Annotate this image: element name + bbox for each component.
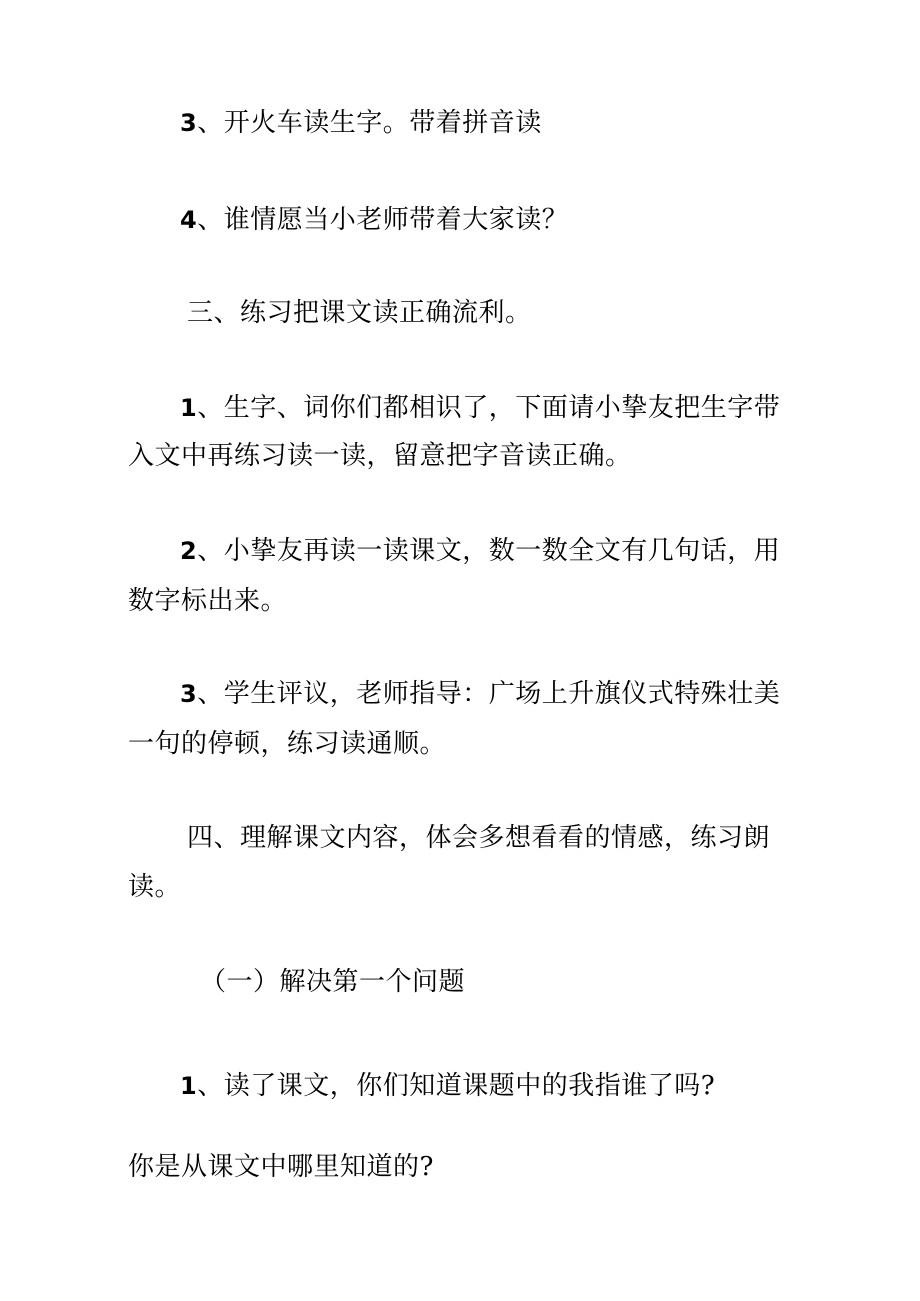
heading-text: 读。 [128, 872, 182, 902]
paragraph-text: 、生字、词你们都相识了，下面请小挚友把生字带 [197, 393, 781, 423]
step-number: 3 [180, 680, 198, 708]
heading-text: 四、理解课文内容，体会多想看看的情感，练习朗 [187, 823, 771, 853]
step-number: 2 [180, 537, 198, 565]
paragraph-step-3-evaluate-line2 [128, 719, 920, 769]
section-heading-4-line2 [128, 862, 920, 912]
paragraph-step-2-line1 [180, 526, 920, 576]
paragraph-text: 一句的停顿，练习读通顺。 [128, 729, 447, 759]
subsection-heading-1 [200, 957, 920, 1007]
paragraph-text: 、开火车读生字。带着拼音读 [197, 108, 542, 138]
paragraph-step-3-train [180, 98, 920, 148]
step-number: 4 [180, 206, 198, 234]
paragraph-text: 、读了课文，你们知道课题中的我指谁了吗? [197, 1071, 716, 1101]
paragraph-text: 数字标出来。 [128, 586, 288, 616]
paragraph-step-4-teacher [180, 195, 920, 245]
section-heading-3 [187, 288, 920, 338]
paragraph-text: 入文中再练习读一读，留意把字音读正确。 [128, 441, 632, 471]
step-number: 1 [180, 394, 198, 422]
paragraph-step-2-line2 [128, 576, 920, 626]
heading-text: （一）解决第一个问题 [200, 967, 466, 997]
paragraph-step-1-line2 [128, 431, 920, 481]
step-number: 3 [180, 109, 198, 137]
paragraph-text: 、谁情愿当小老师带着大家读？ [197, 205, 569, 235]
paragraph-step-3-evaluate-line1 [180, 669, 920, 719]
paragraph-text: 、小挚友再读一读课文，数一数全文有几句话，用 [197, 536, 781, 566]
step-number: 1 [180, 1072, 198, 1100]
question-1-followup [128, 1142, 920, 1192]
paragraph-step-1-line1 [180, 383, 920, 433]
question-1 [180, 1061, 920, 1111]
paragraph-text: 你是从课文中哪里知道的? [128, 1152, 434, 1182]
section-heading-4-line1 [187, 813, 920, 863]
paragraph-text: 、学生评议，老师指导：广场上升旗仪式特殊壮美 [197, 679, 781, 709]
heading-text: 三、练习把课文读正确流利。 [187, 298, 532, 328]
